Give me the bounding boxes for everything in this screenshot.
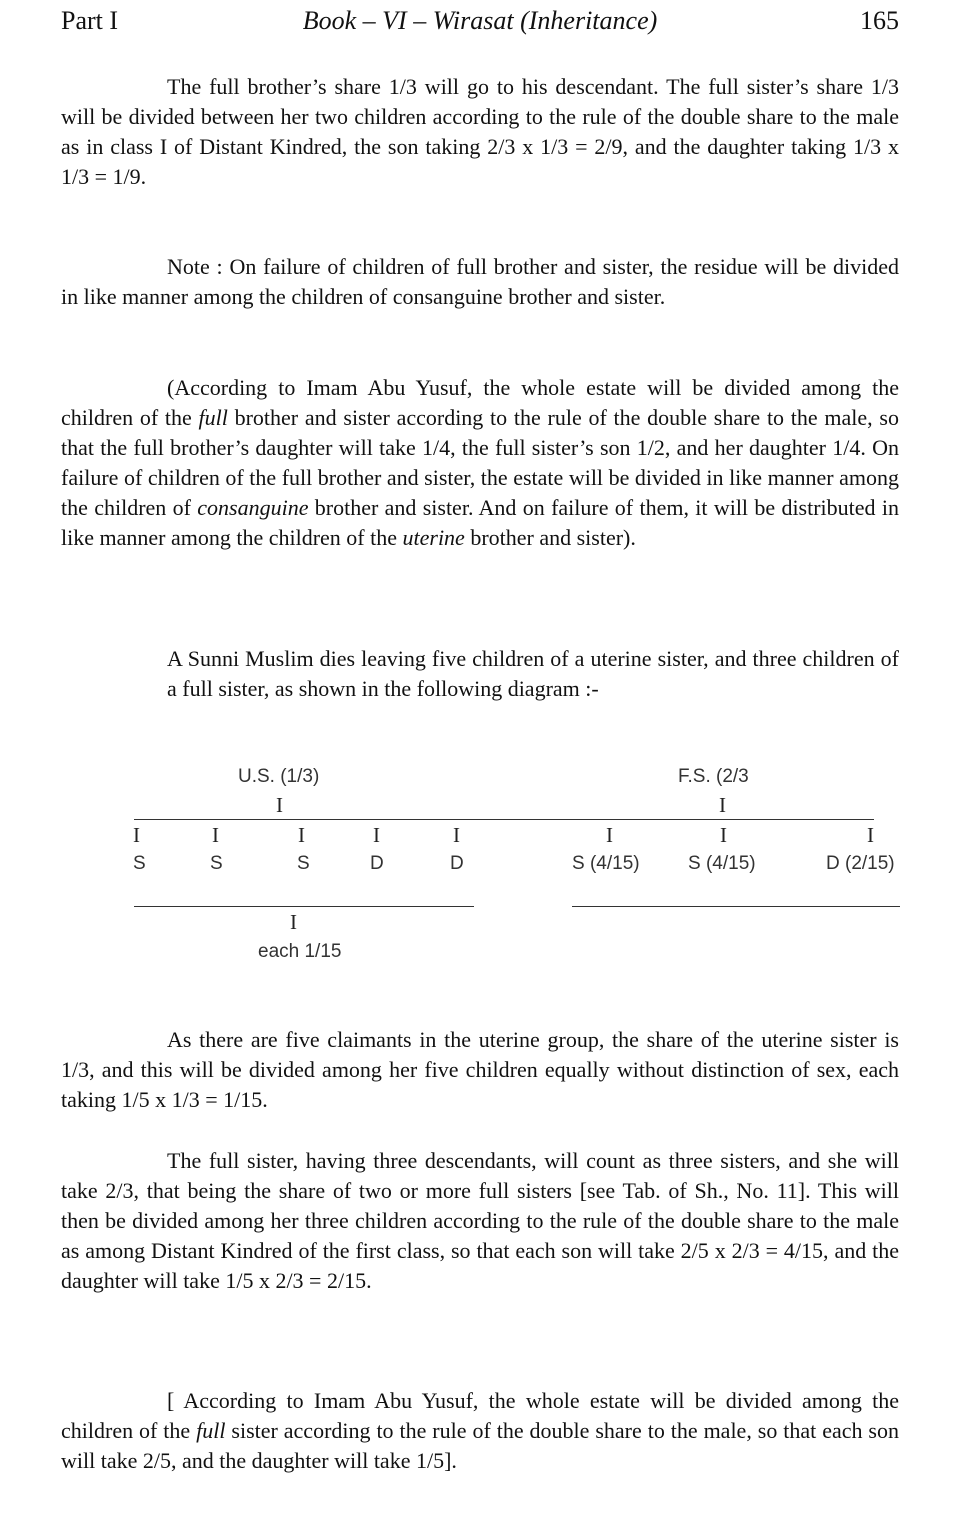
us-child-2: S — [210, 853, 223, 874]
fs-child-2: S (4/15) — [688, 853, 756, 874]
paragraph-uterine-group: As there are five claimants in the uterine group, the share of the uterine sister is 1/3, and this will be divided among her five children equally without distinction of sex, each taking 1/5 x 1/3 = 1/15. — [61, 1027, 899, 1112]
us-child-5: D — [450, 853, 464, 874]
us-result-connector: I — [290, 910, 297, 934]
fs-child-1: S (4/15) — [572, 853, 640, 874]
emphasis-full-2: full — [196, 1418, 226, 1443]
emphasis-uterine: uterine — [402, 525, 465, 550]
us-child-bar-4: I — [373, 823, 380, 847]
us-child-3: S — [297, 853, 310, 874]
fs-child-bar-3: I — [867, 823, 874, 847]
emphasis-consanguine: consanguine — [197, 495, 309, 520]
us-group-line — [134, 906, 474, 907]
example-intro: A Sunni Muslim dies leaving five children of a uterine sister, and three children of a full sister, as shown in the following diagram :- — [167, 646, 899, 701]
sibling-line — [134, 819, 874, 820]
part-label: Part I — [61, 6, 119, 35]
page-number: 165 — [860, 6, 899, 35]
page-header — [61, 6, 899, 40]
fs-child-3: D (2/15) — [826, 853, 895, 874]
uterine-sister-label: U.S. (1/3) — [238, 766, 320, 787]
fs-connector: I — [719, 793, 726, 817]
us-child-bar-1: I — [133, 823, 140, 847]
paragraph-full-brother-share: The full brother’s share 1/3 will go to his descendant. The full sister’s share 1/3 will be divided between her two children according to the rule of the double share to the male as in class I of Distant Kindred, the son taking 2/3 x 1/3 = 2/9, and the daughter taking 1/3 x 1/3 = 1/9. — [61, 74, 899, 189]
fs-child-bar-1: I — [606, 823, 613, 847]
us-child-bar-2: I — [212, 823, 219, 847]
us-child-4: D — [370, 853, 384, 874]
paragraph-abu-yusuf-1: (According to Imam Abu Yusuf, the whole estate will be divided among the children of the full brother and sister according to the rule of the double share to the male, so that the full brother’s daughter will take 1/4, the full sister’s son 1/2, and her daughter 1/4. On failure of children of the full brother and sister, the estate will be divided in like manner among the children of consanguine brother and sister. And on failure of them, it will be distributed in like manner among the children of the uterine brother and sister). — [61, 375, 899, 550]
us-result-label: each 1/15 — [258, 941, 342, 962]
book-title: Book – VI – Wirasat (Inheritance) — [302, 6, 658, 35]
emphasis-full: full — [198, 405, 228, 430]
us-child-1: S — [133, 853, 146, 874]
paragraph-full-sister: The full sister, having three descendants, will count as three sisters, and she will take 2/3, that being the share of two or more full sisters [see Tab. of Sh., No. 11]. This will then be divided among her three children according to the rule of the double share to the male as among Distant Kindred of the first class, so that each son will take 2/5 x 2/3 = 4/15, and the daughter will take 1/5 x 2/3 = 2/15. — [61, 1148, 899, 1293]
full-sister-label: F.S. (2/3 — [678, 766, 749, 787]
us-child-bar-5: I — [453, 823, 460, 847]
paragraph-abu-yusuf-2: [ According to Imam Abu Yusuf, the whole estate will be divided among the children of the full sister according to the rule of the double share to the male, so that each son will take 2/5, and the daughter will take 1/5]. — [61, 1388, 899, 1473]
us-child-bar-3: I — [298, 823, 305, 847]
note-paragraph: Note : On failure of children of full brother and sister, the residue will be divided in like manner among the children of consanguine brother and sister. — [61, 254, 899, 309]
us-connector: I — [276, 793, 283, 817]
fs-group-line — [572, 906, 900, 907]
fs-child-bar-2: I — [720, 823, 727, 847]
